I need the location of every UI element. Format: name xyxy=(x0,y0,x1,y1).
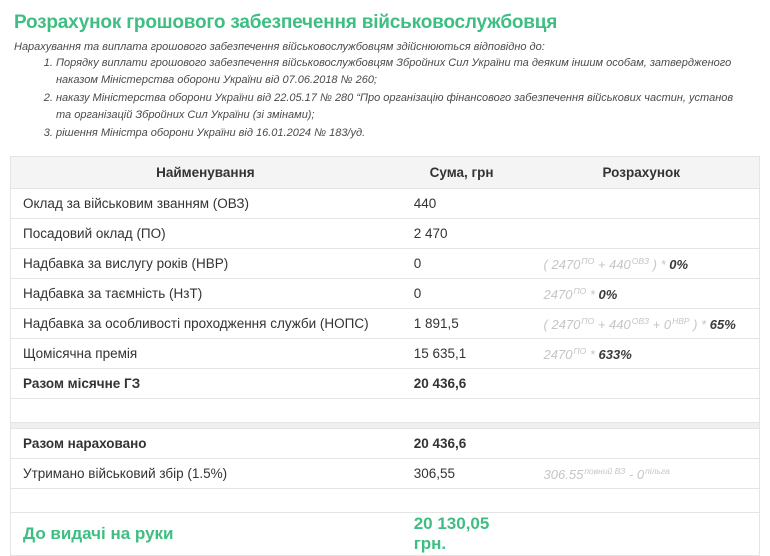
row-label: Разом місячне ГЗ xyxy=(11,369,400,399)
row-formula xyxy=(524,219,760,249)
column-header-name: Найменування xyxy=(11,157,400,189)
formula-expression: ( $2470^{ПО} + 440^{ОВЗ}$ ) * 0% xyxy=(543,255,689,272)
formula-superscript: ПО xyxy=(573,285,587,296)
row-sum: 20 436,6 xyxy=(400,429,524,459)
spacer-cell xyxy=(11,399,760,423)
row-formula xyxy=(524,513,760,556)
table-header-row xyxy=(11,157,760,189)
row-sum: 20 436,6 xyxy=(400,369,524,399)
row-sum: 440 xyxy=(400,189,524,219)
formula-percent: 0% xyxy=(598,286,618,302)
row-sum: 0 xyxy=(400,279,524,309)
intro-text: Нарахування та виплата грошового забезпечення військовослужбовцям здійснюються відповідно до: xyxy=(14,41,545,53)
spacer-row xyxy=(11,489,760,513)
formula-expression: $2470^{ПО} * 633\%$ xyxy=(543,345,632,362)
formula-expression: $2470^{ПО} * 0\%$ xyxy=(543,285,618,302)
row-label: Разом нараховано xyxy=(11,429,400,459)
row-formula xyxy=(524,429,760,459)
table-row xyxy=(11,429,760,459)
formula-superscript: пільга xyxy=(645,465,670,476)
row-formula xyxy=(524,189,760,219)
formula-superscript: ОВЗ xyxy=(631,315,650,326)
legal-reference-item: 1. Порядку виплати грошового забезпечення військовослужбовцям Збройних Сил України та деяким іншим особам, затвердженого наказом Міністерства оборони України від 07.06.2018 № 260; xyxy=(56,55,746,89)
row-label: Щомісячна премія xyxy=(11,339,400,369)
row-label: До видачі на руки xyxy=(11,513,400,556)
formula-superscript: ПО xyxy=(581,315,595,326)
row-label: Утримано військовий збір (1.5%) xyxy=(11,459,400,489)
table-header xyxy=(11,157,760,189)
table-row xyxy=(11,189,760,219)
formula-superscript: повний ВЗ xyxy=(584,465,626,476)
column-header-calculation: Розрахунок xyxy=(524,157,760,189)
formula-expression: $306.55^{повний ВЗ} - 0^{пільга}$ xyxy=(543,465,670,482)
table-row xyxy=(11,309,760,339)
legal-reference-item: 3. рішення Міністра оборони України від 16.01.2024 № 183/уд. xyxy=(56,125,746,142)
table-row xyxy=(11,459,760,489)
column-header-sum: Сума, грн xyxy=(400,157,524,189)
page-title: Розрахунок грошового забезпечення військовослужбовця xyxy=(14,12,558,33)
row-label: Надбавка за таємність (НзТ) xyxy=(11,279,400,309)
table-row xyxy=(11,279,760,309)
row-sum: 2 470 xyxy=(400,219,524,249)
formula-superscript: ОВЗ xyxy=(631,255,650,266)
formula-percent: 633% xyxy=(598,346,632,362)
formula-superscript: ПО xyxy=(581,255,595,266)
legal-reference-item: 2. наказу Міністерства оборони України від 22.05.17 № 280 “Про організацію фінансового забезпечення військових частин, установ та організацій Збройних Сил України (зі змінами); xyxy=(56,90,746,124)
row-formula xyxy=(524,249,760,279)
table-row xyxy=(11,249,760,279)
row-formula xyxy=(524,339,760,369)
row-label: Надбавка за вислугу років (НВР) xyxy=(11,249,400,279)
spacer-cell xyxy=(11,489,760,513)
table-row xyxy=(11,339,760,369)
formula-percent: 65% xyxy=(709,316,736,332)
formula-superscript: НВР xyxy=(672,315,690,326)
row-sum: 1 891,5 xyxy=(400,309,524,339)
row-formula xyxy=(524,369,760,399)
pay-calculation-table xyxy=(10,156,760,556)
formula-expression: ( $2470^{ПО} + 440^{ОВЗ} + 0^{НВР}$ ) * 65% xyxy=(543,315,736,332)
grand-total-row xyxy=(11,513,760,556)
table-row xyxy=(11,369,760,399)
row-sum: 306,55 xyxy=(400,459,524,489)
row-sum: 0 xyxy=(400,249,524,279)
row-sum: 20 130,05 грн. xyxy=(400,513,524,556)
table-row xyxy=(11,219,760,249)
row-label: Надбавка за особливості проходження служби (НОПС) xyxy=(11,309,400,339)
legal-references-list xyxy=(10,55,750,142)
formula-superscript: ПО xyxy=(573,345,587,356)
row-formula xyxy=(524,309,760,339)
table-body xyxy=(11,189,760,556)
row-formula xyxy=(524,459,760,489)
row-formula xyxy=(524,279,760,309)
row-label: Оклад за військовим званням (ОВЗ) xyxy=(11,189,400,219)
row-label: Посадовий оклад (ПО) xyxy=(11,219,400,249)
formula-percent: 0% xyxy=(669,256,689,272)
row-sum: 15 635,1 xyxy=(400,339,524,369)
spacer-row xyxy=(11,399,760,423)
